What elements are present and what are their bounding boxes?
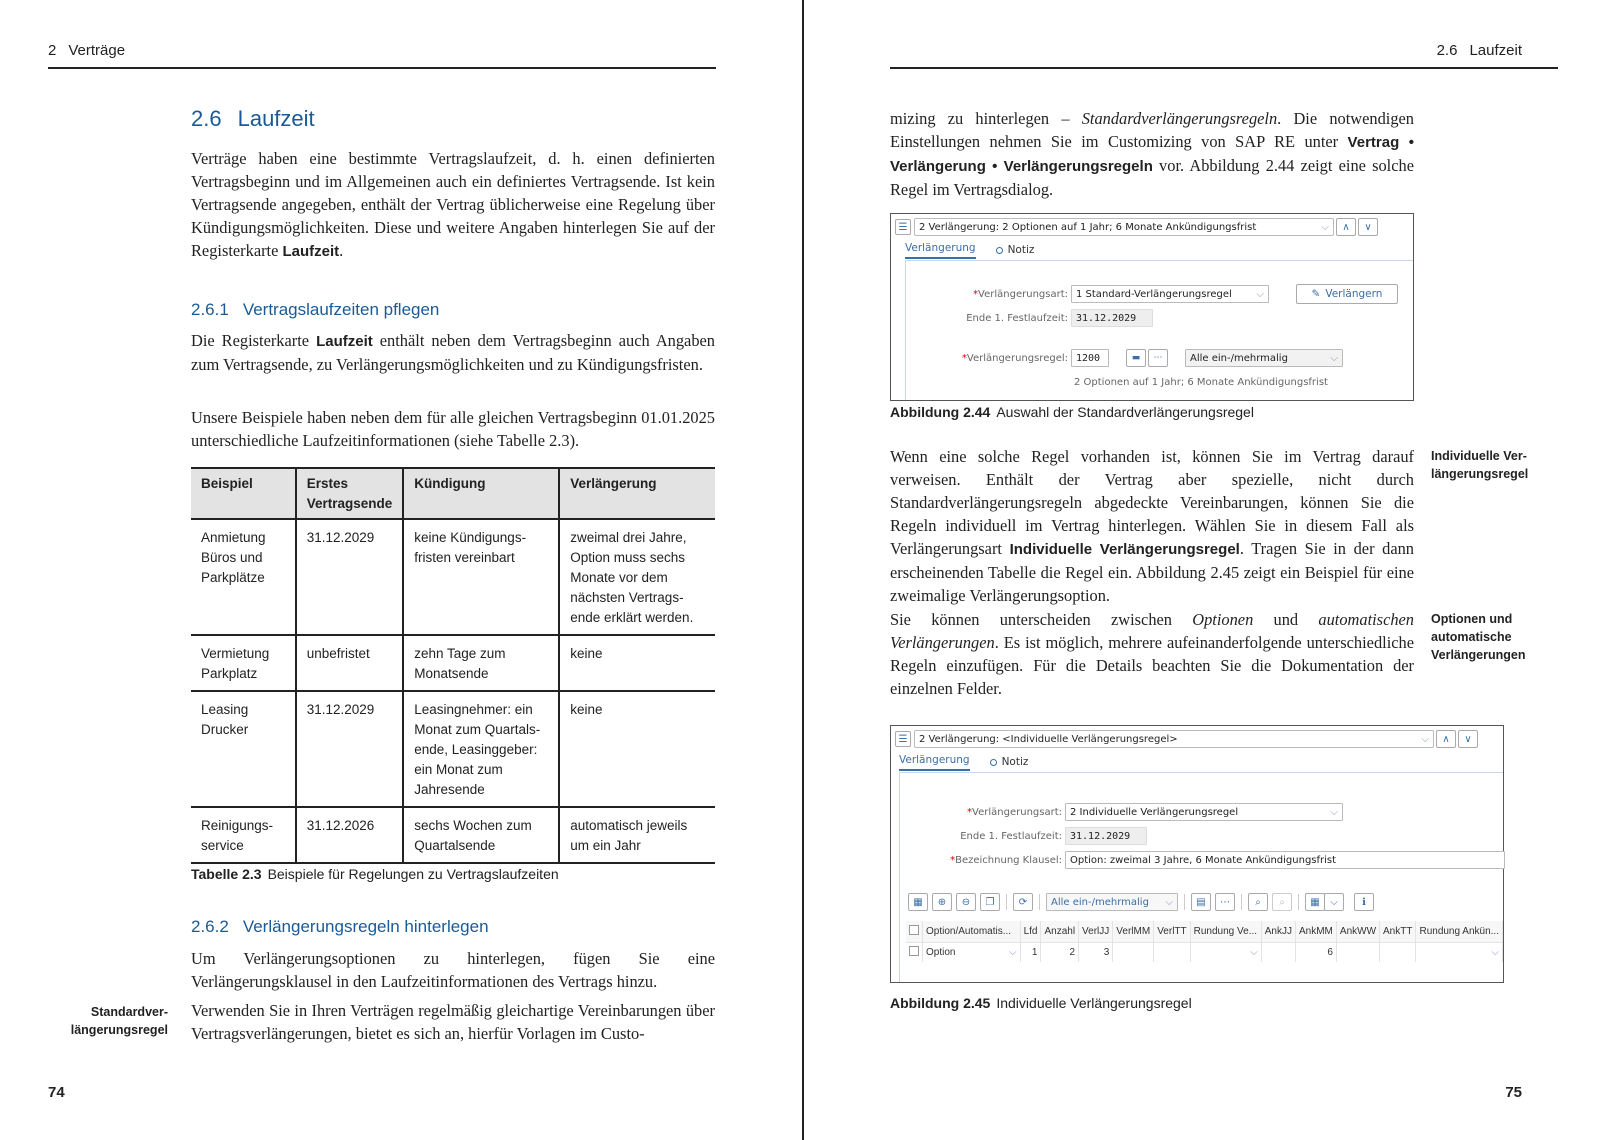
tab-label: Notiz [1001,756,1029,768]
table-cell: automatisch jeweils um ein Jahr [559,807,715,863]
section-title: Laufzeit [1469,42,1522,59]
status-circle-icon [996,247,1003,254]
grid-header-row [906,921,1503,942]
comment-icon[interactable]: ▤ [1191,893,1211,911]
label-text: Verlängerungsart: [978,289,1068,300]
value-help-icon[interactable]: ⋯ [1215,893,1235,911]
tab-verlaengerung[interactable]: Verlängerung [905,242,976,259]
column-header[interactable]: AnkTT [1380,921,1416,942]
label-ende-festlaufzeit: Ende 1. Festlaufzeit: [966,313,1068,324]
column-header[interactable]: VerlMM [1113,921,1154,942]
subsection-heading-262 [191,917,489,937]
text: mizing zu hinterlegen – [890,109,1082,128]
table-2-3 [191,467,715,864]
label-verlaengerungsart: *Verlängerungsart: [967,807,1062,818]
column-header[interactable]: AnkWW [1336,921,1379,942]
previous-button[interactable]: ∧ [1436,730,1456,748]
layout-menu-chevron-icon[interactable]: ⌵ [1324,893,1344,911]
caption-label: Abbildung 2.44 [890,404,991,420]
table-row [191,691,715,807]
column-header: Kündigung [403,468,559,519]
search-icon[interactable]: ⌕ [1248,893,1268,911]
add-row-icon[interactable]: ⊕ [932,893,952,911]
select-value: 1 Standard-Verlängerungsregel [1076,288,1232,300]
chevron-down-icon: ⌵ [1491,946,1499,958]
tab-label: Notiz [1007,244,1035,256]
column-header[interactable]: Option/Automatis... [923,921,1021,942]
delete-row-icon[interactable]: ⊖ [956,893,976,911]
chevron-down-icon: ⌵ [1330,352,1338,364]
ui-term: Laufzeit [282,243,340,260]
row-checkbox[interactable] [906,942,923,962]
chapter-title: Verträge [68,42,126,59]
table-cell: Leasing Drucker [191,691,296,807]
table-cell: 31.12.2026 [296,807,404,863]
text: Die Registerkarte [191,331,317,350]
grid-cell[interactable] [1380,942,1416,962]
table-cell: 31.12.2029 [296,691,404,807]
tab-panel [899,772,1503,982]
toolbar-separator [1184,894,1185,910]
table-header-row [191,468,715,519]
section-number: 2.6 [1436,42,1458,59]
table-cell: keine [559,635,715,691]
comment-icon[interactable]: ▬ [1126,349,1146,367]
subsection-number: 2.6.2 [191,917,229,936]
label-text: Verlängerungsregel: [966,353,1068,364]
figure-2-44-caption [890,404,1254,420]
tab-strip [899,752,1028,772]
next-button[interactable]: ∨ [1358,218,1378,236]
subsection-title: Verlängerungsregeln hinterlegen [242,917,489,936]
tab-panel [905,260,1413,400]
column-header: Erstes Vertragsende [296,468,404,519]
table-cell: Reinigungs-service [191,807,296,863]
verlaengerungsart-select[interactable] [1065,803,1343,821]
grid-cell[interactable]: 2 [1041,942,1079,962]
grid-cell[interactable] [1113,942,1154,962]
chevron-down-icon: ⌵ [1421,733,1429,745]
collapse-panel-icon[interactable]: ☰ [895,731,911,747]
text: vor. Abbildung 2.44 zeigt eine solche Regel im Vertragsdialog. [890,156,1414,199]
paragraph-individual [890,445,1414,607]
tab-notiz[interactable] [990,756,1029,768]
text: . Tragen Sie in der dann erscheinenden Tabelle die Regel ein. Abbildung 2.45 zeigt ein Beispiel für eine zweimalige Verlängerungsoption. [890,539,1414,605]
figure-2-45-caption [890,995,1192,1011]
column-header[interactable]: Rundung Ankün... [1416,921,1503,942]
grid-cell-rounding[interactable] [1190,942,1261,962]
table-cell: 31.12.2029 [296,519,404,635]
paragraph-262-b: Verwenden Sie in Ihren Verträgen regelmäßig gleichartige Vereinbarungen über Vertragsverlängerungen, bietet es sich an, hierfür Vorlagen im Custo- [191,1001,715,1043]
renewal-rules-grid [906,921,1503,962]
menu-path: Vertrag • Verlängerung • Verlängerungsregeln [890,134,1414,175]
select-value: 2 Individuelle Verlängerungsregel [1070,806,1239,818]
collapse-panel-icon[interactable]: ☰ [895,219,911,235]
paragraph-261-a [191,329,715,376]
value-help-icon[interactable]: ⋯ [1148,349,1168,367]
chapter-number: 2 [48,42,57,59]
grid-cell[interactable] [1154,942,1190,962]
copy-row-icon[interactable]: ❐ [980,893,1000,911]
running-head-left [48,42,125,59]
grid-cell-option-type[interactable] [923,942,1021,962]
table-cell: Vermietung Parkplatz [191,635,296,691]
section-number: 2.6 [191,106,222,131]
page-number-right: 75 [1505,1084,1522,1101]
ui-term: Laufzeit [316,333,373,350]
chevron-down-icon: ⌵ [1165,896,1173,908]
column-header[interactable]: VerlJJ [1079,921,1113,942]
right-page [800,0,1600,1140]
clause-titlebar [895,730,1478,748]
column-header: Beispiel [191,468,296,519]
checkbox[interactable] [909,925,919,935]
term: Optionen [1192,610,1254,629]
intro-paragraph [191,147,715,263]
text: Verträge haben eine bestimmte Vertragslaufzeit, d. h. einen definierten Vertragsbeginn und im Allgemeinen auch ein definiertes Vertragsende. Ist kein Vertragsende angegeben, enthält der Vertrag üblicherweise eine Regelung über Kündigungsmöglichkeiten. Diese und weitere Angaben hinterlegen Sie auf der Registerkarte [191,149,715,260]
subsection-number: 2.6.1 [191,300,229,319]
filter-select[interactable] [1185,349,1343,367]
column-header[interactable]: Lfd [1020,921,1041,942]
term: automatischen Verlängerungen [890,610,1415,652]
table-cell: Anmietung Büros und Parkplätze [191,519,296,635]
chevron-down-icon: ⌵ [1321,221,1329,233]
ui-term: Individuelle Verlängerungsregel [1009,541,1240,558]
clause-select[interactable] [914,218,1334,236]
grid-cell[interactable]: 6 [1296,942,1337,962]
header-rule [48,67,716,69]
text: enthält neben dem Vertragsbeginn auch Angaben zum Vertragsende, zu Verlängerungsmöglichkeiten und zu Kündigungsfristen. [191,331,715,374]
caption-text: Beispiele für Regelungen zu Vertragslaufzeiten [267,866,559,882]
text: . Es ist möglich, mehrere aufeinanderfolgende unterschiedliche Regeln einzufügen. Für die Details beachten Sie die Dokumentation der einzelnen Felder. [890,633,1414,698]
table-row [191,807,715,863]
tab-strip [905,240,1034,260]
figure-2-44-screenshot [890,213,1414,401]
header-rule [890,67,1558,69]
caption-label: Abbildung 2.45 [890,995,991,1011]
chevron-down-icon: ⌵ [1330,806,1338,818]
running-head-right [1437,42,1522,59]
text: . Die notwendigen Einstellungen nehmen Sie im Customizing von SAP RE unter [890,109,1414,151]
section-heading [191,106,315,132]
layout-icon[interactable]: ▦ [1305,893,1325,911]
toolbar-separator [1241,894,1242,910]
grid-filter-select[interactable] [1046,893,1178,911]
search-next-icon[interactable]: ⌕ [1272,893,1292,911]
figure-2-45-screenshot [890,725,1504,983]
chevron-down-icon: ⌵ [1250,946,1258,958]
margin-note-individual: Individuelle Ver-längerungsregel [1431,449,1529,481]
margin-note-standard: Standardver-längerungsregel [70,1005,168,1037]
grid-toolbar [908,893,1374,911]
paragraph-options [890,608,1414,700]
label-text: Verlängerungsart: [972,807,1062,818]
table-row [191,519,715,635]
tab-verlaengerung[interactable]: Verlängerung [899,754,970,771]
button-label: Verlängern [1325,288,1383,300]
margin-note-options: Optionen und automatische Verlängerungen [1431,612,1526,662]
clause-select-value: 2 Verlängerung: <Individuelle Verlängerungsregel> [919,733,1178,745]
text: . [339,241,344,260]
column-header: Verlängerung [559,468,715,519]
paragraph-262-a: Um Verlängerungsoptionen zu hinterlegen, fügen Sie eine Verlängerungsklausel in den Laufzeitinformationen des Vertrags hinzu. [191,949,715,991]
ende-festlaufzeit-field: 31.12.2029 [1071,309,1153,327]
extend-icon: ✎ [1311,288,1321,300]
grid-cell[interactable]: 3 [1079,942,1113,962]
ende-festlaufzeit-field: 31.12.2029 [1065,827,1147,845]
grid-cell[interactable] [1261,942,1295,962]
table-cell: zweimal drei Jahre, Option muss sechs Monate vor dem nächsten Vertrags-ende erklärt werden. [559,519,715,635]
verlaengern-button[interactable] [1296,284,1398,304]
grid-cell[interactable] [1336,942,1379,962]
term: Standardverlängerungsregeln [1081,109,1278,128]
table-cell: keine Kündigungs-fristen vereinbart [403,519,559,635]
status-circle-icon [990,759,997,766]
text: Sie können unterscheiden zwischen [890,610,1193,629]
section-title: Laufzeit [237,106,315,131]
table-cell: sechs Wochen zum Quartalsende [403,807,559,863]
grid-row[interactable] [906,942,1503,962]
grid-cell-rounding-notice[interactable] [1416,942,1503,962]
details-icon[interactable]: ▦ [908,893,928,911]
verlaengerungsregel-input[interactable]: 1200 [1071,349,1109,367]
clause-select-value: 2 Verlängerung: 2 Optionen auf 1 Jahr; 6 Monate Ankündigungsfrist [919,221,1257,233]
next-button[interactable]: ∨ [1458,730,1478,748]
select-all-checkbox[interactable] [906,921,923,942]
page-number-left: 74 [48,1084,65,1101]
grid-cell: 1 [1020,942,1041,962]
label-bezeichnung-klausel: *Bezeichnung Klausel: [950,855,1062,866]
clause-titlebar [895,218,1378,236]
caption-label: Tabelle 2.3 [191,866,262,882]
label-verlaengerungsart: *Verlängerungsart: [973,289,1068,300]
paragraph-261-b: Unsere Beispiele haben neben dem für alle gleichen Vertragsbeginn 01.01.2025 unterschiedliche Laufzeitinformationen (siehe Tabelle 2.3). [191,408,715,450]
previous-button[interactable]: ∧ [1336,218,1356,236]
select-value: Alle ein-/mehrmalig [1051,896,1149,908]
clause-select[interactable] [914,730,1434,748]
caption-text: Individuelle Verlängerungsregel [996,995,1192,1011]
verlaengerungsart-select[interactable] [1071,285,1269,303]
refresh-icon[interactable]: ⟳ [1013,893,1033,911]
bezeichnung-klausel-input[interactable]: Option: zweimal 3 Jahre, 6 Monate Ankündigungsfrist [1065,851,1505,869]
table-cell: Leasingnehmer: ein Monat zum Quartals-ende, Leasinggeber: ein Monat zum Jahresende [403,691,559,807]
toolbar-separator [1298,894,1299,910]
text: Wenn eine solche Regel vorhanden ist, können Sie im Vertrag darauf verweisen. Enthält der Vertrag aber spezielle, nicht durch Standardverlängerungsregeln abgedeckte Vereinbarungen, können Sie die Regeln individuell im Vertrag hinterlegen. Wählen Sie in diesem Fall als Verlängerungsart [890,447,1414,558]
label-ende-festlaufzeit: Ende 1. Festlaufzeit: [960,831,1062,842]
chevron-down-icon: ⌵ [1008,946,1017,958]
table-cell: keine [559,691,715,807]
table-cell: unbefristet [296,635,404,691]
toolbar-separator [1006,894,1007,910]
info-icon[interactable]: ℹ [1354,893,1374,911]
column-header[interactable]: Anzahl [1041,921,1079,942]
caption-text: Auswahl der Standardverlängerungsregel [996,404,1254,420]
paragraph-continued [890,107,1414,201]
label-text: Bezeichnung Klausel: [955,855,1062,866]
checkbox[interactable] [909,946,919,956]
rule-description: 2 Optionen auf 1 Jahr; 6 Monate Ankündigungsfrist [1074,377,1328,388]
table-cell: zehn Tage zum Monatsende [403,635,559,691]
column-header[interactable]: Rundung Ve... [1190,921,1261,942]
column-header[interactable]: AnkJJ [1261,921,1295,942]
subsection-heading-261 [191,300,439,320]
cell-value: Option [926,946,956,958]
table-caption [191,866,559,882]
chevron-down-icon: ⌵ [1256,288,1264,300]
select-value: Alle ein-/mehrmalig [1190,352,1288,364]
toolbar-separator [1039,894,1040,910]
column-header[interactable]: VerlTT [1154,921,1190,942]
label-verlaengerungsregel: *Verlängerungsregel: [961,353,1068,364]
subsection-title: Vertragslaufzeiten pflegen [242,300,440,319]
text: und [1253,610,1319,629]
column-header[interactable]: AnkMM [1296,921,1337,942]
tab-notiz[interactable] [996,244,1035,256]
table-row [191,635,715,691]
